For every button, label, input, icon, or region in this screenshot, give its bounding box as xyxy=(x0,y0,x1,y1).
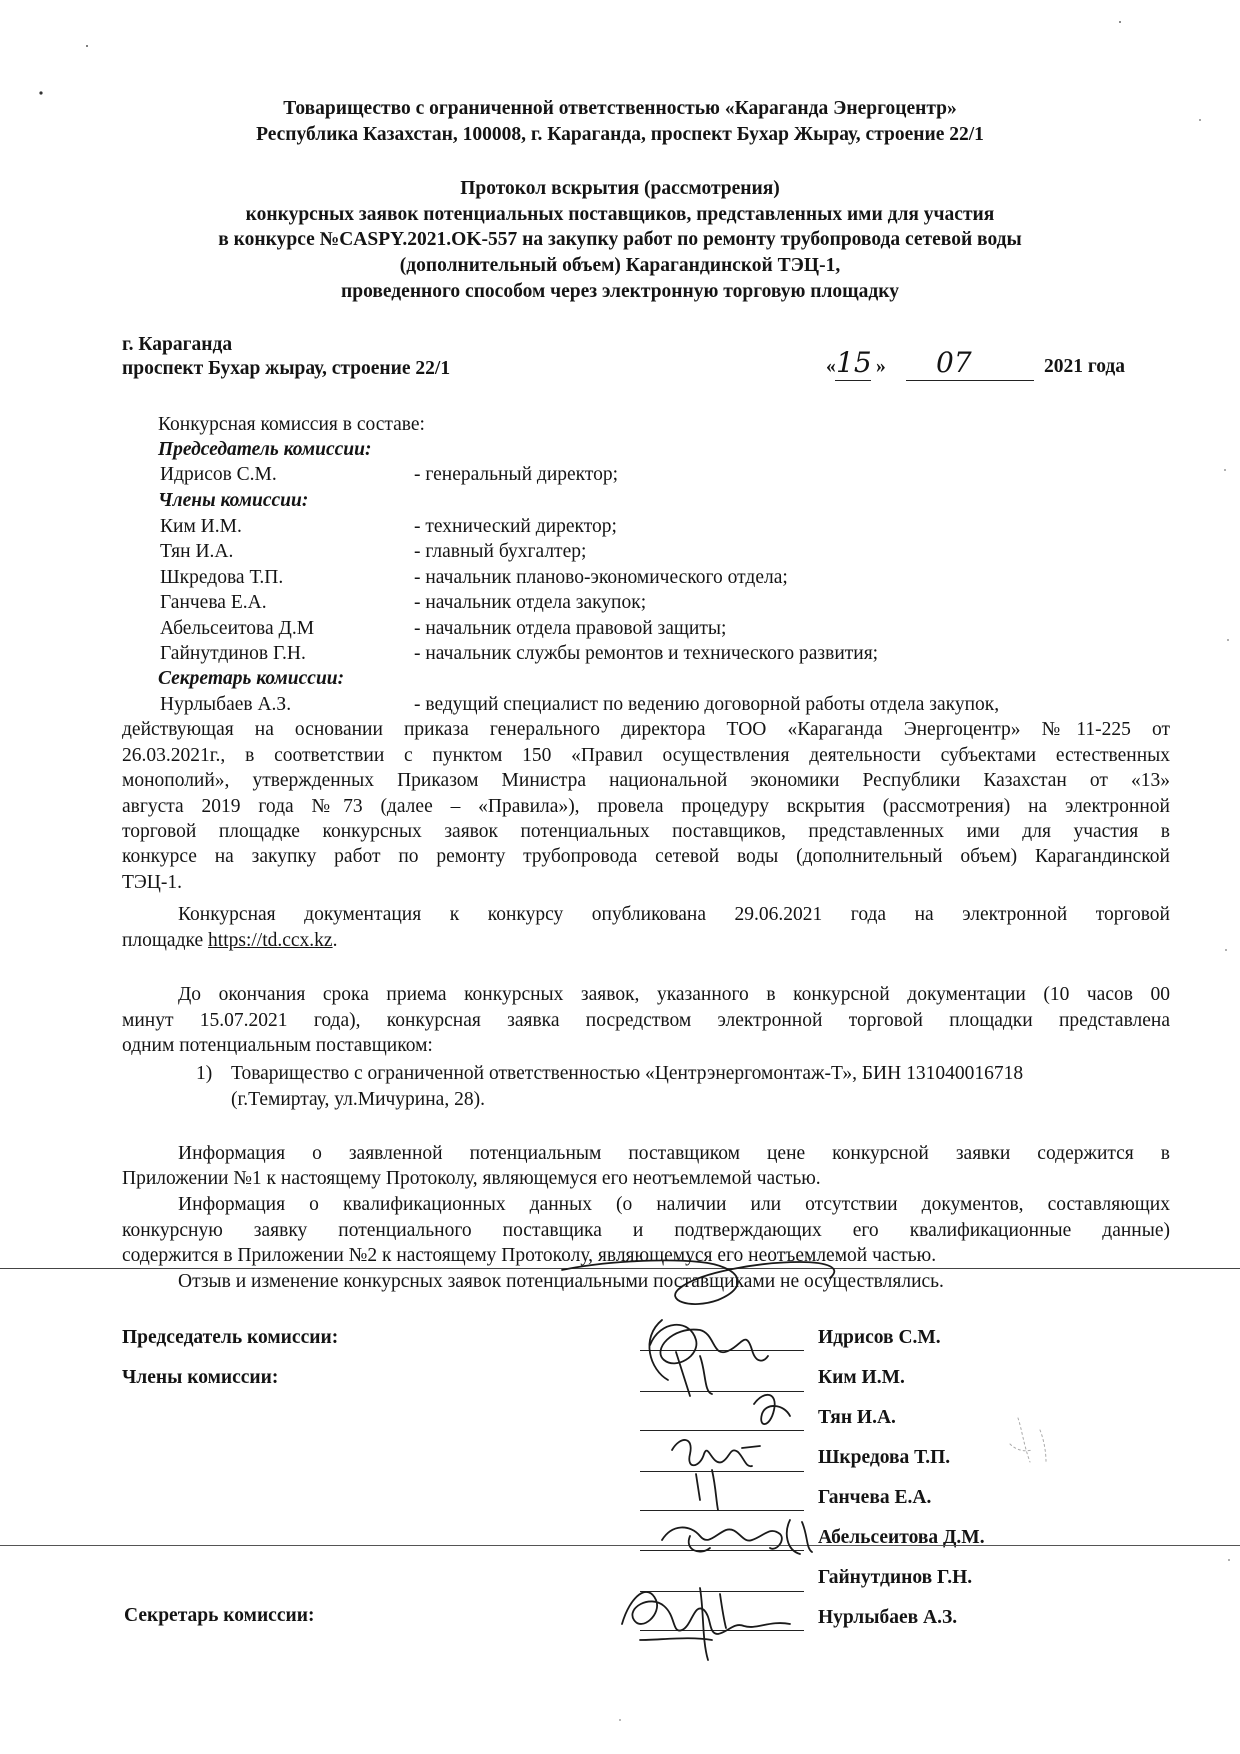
member-name: Абельсеитова Д.М xyxy=(160,618,315,639)
signature-chair-label: Председатель комиссии: xyxy=(122,1327,339,1348)
chair-heading: Председатель комиссии: xyxy=(158,439,372,460)
publication-suffix: . xyxy=(332,930,338,951)
supplier-list-number: 1) xyxy=(196,1063,213,1084)
chair-name: Идрисов С.М. xyxy=(160,464,277,485)
place-city: г. Караганда xyxy=(122,334,233,355)
member-position: - главный бухгалтер; xyxy=(414,541,587,562)
commission-intro: Конкурсная комиссия в составе: xyxy=(158,414,425,435)
body-paragraph-line: минут 15.07.2021 года), конкурсная заявка посредством электронной торговой площадки представлена xyxy=(122,1010,1170,1031)
date-close-quote: » xyxy=(876,356,886,377)
document-subtitle-line: конкурсных заявок потенциальных поставщиков, представленных ими для участия xyxy=(245,204,995,225)
date-month-handwritten: 07 xyxy=(936,346,972,379)
body-paragraph-line: торговой площадке конкурсных заявок потенциальных поставщиков, представленных ими для участия в xyxy=(122,821,1170,842)
document-subtitle-line: (дополнительный объем) Карагандинской ТЭЦ-1, xyxy=(399,255,841,276)
signatory-name: Абельсеитова Д.М. xyxy=(818,1527,985,1548)
body-paragraph-line: содержится в Приложении №2 к настоящему Протоколу, являющемуся его неотъемлемой частью. xyxy=(122,1245,937,1266)
signatory-name: Ганчева Е.А. xyxy=(818,1487,932,1508)
secretary-heading: Секретарь комиссии: xyxy=(158,668,345,689)
supplier-address: (г.Темиртау, ул.Мичурина, 28). xyxy=(231,1089,485,1110)
member-name: Ганчева Е.А. xyxy=(160,592,267,613)
publication-line: Конкурсная документация к конкурсу опубликована 29.06.2021 года на электронной торговой xyxy=(178,904,1170,925)
secretary-name: Нурлыбаев А.З. xyxy=(160,694,292,715)
body-paragraph-line: ТЭЦ-1. xyxy=(122,872,182,893)
member-name: Ким И.М. xyxy=(160,516,242,537)
signatory-name: Ким И.М. xyxy=(818,1367,905,1388)
body-paragraph-line: Отзыв и изменение конкурсных заявок потенциальными поставщиками не осуществлялись. xyxy=(178,1271,944,1292)
body-paragraph-line: До окончания срока приема конкурсных заявок, указанного в конкурсной документации (10 часов 00 xyxy=(178,984,1170,1005)
organization-name: Товарищество с ограниченной ответственностью «Караганда Энергоцентр» xyxy=(283,98,957,119)
member-position: - начальник отдела правовой защиты; xyxy=(414,618,727,639)
publication-prefix: площадке xyxy=(122,930,209,951)
place-address: проспект Бухар жырау, строение 22/1 xyxy=(122,358,451,379)
body-paragraph-line: конкурсную заявку потенциального поставщика и подтверждающих его квалификационные данные) xyxy=(122,1220,1170,1241)
members-heading: Члены комиссии: xyxy=(158,490,309,511)
member-name: Тян И.А. xyxy=(160,541,234,562)
body-paragraph-line: монополий», утвержденных Приказом Министра национальной экономики Республики Казахстан от «13» xyxy=(122,770,1170,791)
date-open-quote: « xyxy=(826,356,836,377)
body-paragraph-line: Информация о заявленной потенциальным поставщиком цене конкурсной заявки содержится в xyxy=(178,1143,1170,1164)
member-name: Гайнутдинов Г.Н. xyxy=(160,643,306,664)
signature-secretary-label: Секретарь комиссии: xyxy=(124,1605,315,1626)
body-paragraph-line: конкурсе на закупку работ по ремонту трубопровода сетевой воды (дополнительный объем) Карагандинской xyxy=(122,846,1170,867)
date-year: 2021 года xyxy=(1044,356,1126,377)
supplier-name: Товарищество с ограниченной ответственностью «Центрэнергомонтаж-Т», БИН 131040016718 xyxy=(231,1063,1024,1084)
date-day-handwritten: 15 xyxy=(836,346,872,379)
body-paragraph-line: 26.03.2021г., в соответствии с пунктом 150 «Правил осуществления деятельности субъектами естественных xyxy=(122,745,1170,766)
body-paragraph-line: одним потенциальным поставщиком: xyxy=(122,1035,433,1056)
signatory-name: Шкредова Т.П. xyxy=(818,1447,951,1468)
document-title: Протокол вскрытия (рассмотрения) xyxy=(460,178,780,199)
signatory-name: Идрисов С.М. xyxy=(818,1327,941,1348)
body-paragraph-line: Приложении №1 к настоящему Протоколу, являющемуся его неотъемлемой частью. xyxy=(122,1168,821,1189)
organization-address: Республика Казахстан, 100008, г. Караганда, проспект Бухар Жырау, строение 22/1 xyxy=(256,124,984,145)
signatory-name: Гайнутдинов Г.Н. xyxy=(818,1567,973,1588)
member-position: - начальник отдела закупок; xyxy=(414,592,647,613)
body-paragraph-line: Информация о квалификационных данных (о наличии или отсутствии документов, составляющих xyxy=(178,1194,1170,1215)
member-position: - начальник службы ремонтов и технического развития; xyxy=(414,643,879,664)
chair-position: - генеральный директор; xyxy=(414,464,619,485)
document-subtitle-line: в конкурсе №CASPY.2021.OK-557 на закупку работ по ремонту трубопровода сетевой воды xyxy=(218,229,1022,250)
member-position: - технический директор; xyxy=(414,516,617,537)
marketplace-link[interactable]: https://td.ccx.kz xyxy=(208,930,333,951)
document-subtitle-line: проведенного способом через электронную торговую площадку xyxy=(341,281,899,302)
signature-members-label: Члены комиссии: xyxy=(122,1367,279,1388)
signatory-name: Нурлыбаев А.З. xyxy=(818,1607,958,1628)
body-paragraph-line: действующая на основании приказа генерального директора ТОО «Караганда Энергоцентр» №11-225 от xyxy=(122,719,1170,740)
member-name: Шкредова Т.П. xyxy=(160,567,284,588)
secretary-position: - ведущий специалист по ведению договорной работы отдела закупок, xyxy=(414,694,1000,715)
signatory-name: Тян И.А. xyxy=(818,1407,896,1428)
member-position: - начальник планово-экономического отдела; xyxy=(414,567,788,588)
body-paragraph-line: августа 2019 года №73 (далее – «Правила»), провела процедуру вскрытия (рассмотрения) на электронной xyxy=(122,796,1170,817)
